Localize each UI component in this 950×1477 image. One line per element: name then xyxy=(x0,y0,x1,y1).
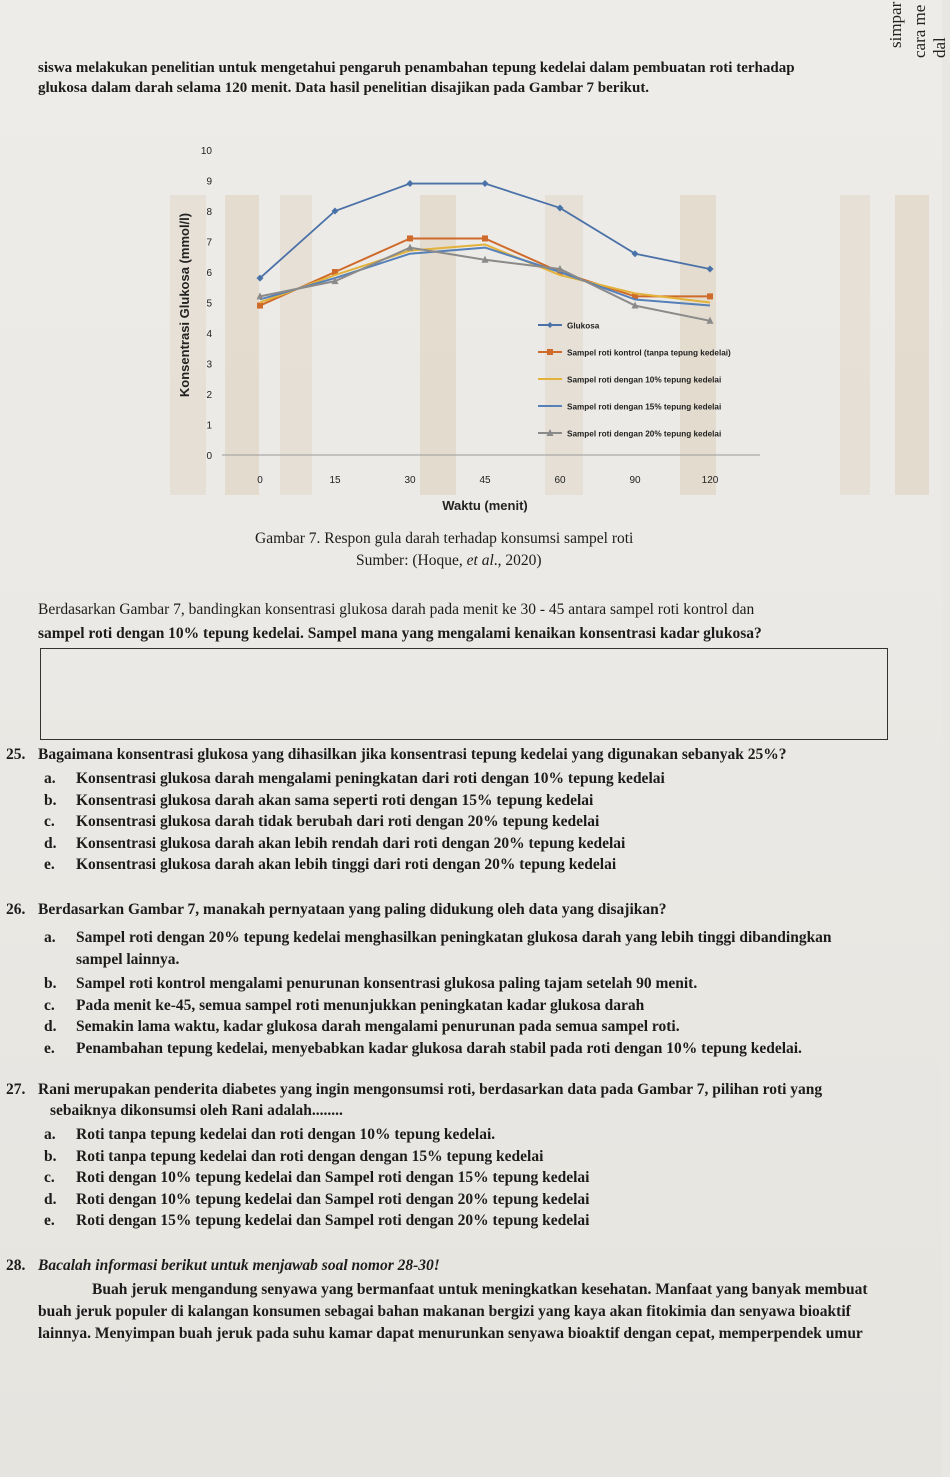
series-point xyxy=(707,293,713,299)
q27-option-d-key[interactable]: d. xyxy=(44,1190,57,1208)
glucose-line-chart xyxy=(170,100,780,520)
q25-option-b-key[interactable]: b. xyxy=(44,791,57,809)
series-point xyxy=(482,180,489,187)
series-point xyxy=(482,235,488,241)
background-stripe xyxy=(895,195,929,495)
q26-option-c-key[interactable]: c. xyxy=(44,996,55,1014)
background-stripe xyxy=(225,195,259,495)
q26-option-c-text[interactable]: Pada menit ke-45, semua sampel roti menunjukkan peningkatan kadar glukosa darah xyxy=(76,996,645,1014)
figure-source xyxy=(356,552,542,570)
intro-line-1: siswa melakukan penelitian untuk mengetahui pengaruh penambahan tepung kedelai dalam pembuatan roti terhadap xyxy=(38,60,795,76)
y-tick-label: 9 xyxy=(206,176,212,188)
intro-line-2: glukosa dalam darah selama 120 menit. Data hasil penelitian disajikan pada Gambar 7 berikut. xyxy=(38,80,650,96)
q27-stem-line-1: Rani merupakan penderita diabetes yang ingin mengonsumsi roti, berdasarkan data pada Gambar 7, pilihan roti yang xyxy=(38,1081,823,1098)
x-tick-label: 15 xyxy=(329,475,341,486)
q27-number: 27. xyxy=(6,1081,26,1098)
q27-option-b-key[interactable]: b. xyxy=(44,1147,57,1165)
q27-stem-line-2: sebaiknya dikonsumsi oleh Rani adalah........ xyxy=(50,1102,343,1119)
q26-option-b-key[interactable]: b. xyxy=(44,975,57,992)
background-stripe xyxy=(420,195,456,495)
series-point xyxy=(407,235,413,241)
y-tick-label: 0 xyxy=(206,451,212,462)
q25-option-b-text[interactable]: Konsentrasi glukosa darah akan sama seperti roti dengan 15% tepung kedelai xyxy=(76,791,594,809)
q26-option-a-key[interactable]: a. xyxy=(44,929,56,946)
y-tick-label: 6 xyxy=(206,268,212,279)
margin-text-1: simpar xyxy=(886,1,905,48)
y-tick-label: 5 xyxy=(206,298,212,310)
q26-option-a-line-2[interactable]: sampel lainnya. xyxy=(76,951,180,968)
q28-paragraph-line-3: lainnya. Menyimpan buah jeruk pada suhu kamar dapat menurunkan senyawa bioaktif dengan cepat, memperpendek umur xyxy=(38,1325,863,1342)
x-tick-label: 120 xyxy=(701,475,719,486)
q28-paragraph-line-2: buah jeruk populer di kalangan konsumen sebagai bahan makanan bergizi yang kaya akan fitokimia dan senyawa bioaktif xyxy=(38,1303,851,1320)
background-stripe xyxy=(545,195,583,495)
q25-option-a-key[interactable]: a. xyxy=(44,770,56,787)
q25-option-e-text[interactable]: Konsentrasi glukosa darah akan lebih tinggi dari roti dengan 20% tepung kedelai xyxy=(76,856,617,873)
q25-option-c-text[interactable]: Konsentrasi glukosa darah tidak berubah dari roti dengan 20% tepung kedelai xyxy=(76,813,600,830)
background-stripes xyxy=(170,195,929,495)
q26-option-d-text[interactable]: Semakin lama waktu, kadar glukosa darah mengalami penurunan pada semua sampel roti. xyxy=(76,1018,680,1035)
q26-stem: Berdasarkan Gambar 7, manakah pernyataan yang paling didukung oleh data yang disajikan? xyxy=(38,901,667,918)
legend-label: Glukosa xyxy=(567,321,600,331)
y-axis-label: Konsentrasi Glukosa (mmol/l) xyxy=(177,212,192,398)
q26-option-b-text[interactable]: Sampel roti kontrol mengalami penurunan konsentrasi glukosa paling tajam setelah 90 menit. xyxy=(76,975,698,992)
q27-option-b-text[interactable]: Roti tanpa tepung kedelai dan roti dengan dengan 15% tepung kedelai xyxy=(76,1147,544,1165)
q25-option-d-text[interactable]: Konsentrasi glukosa darah akan lebih rendah dari roti dengan 20% tepung kedelai xyxy=(76,834,626,852)
q28-instruction: Bacalah informasi berikut untuk menjawab soal nomor 28-30! xyxy=(38,1257,440,1274)
essay-question-line-2: sampel roti dengan 10% tepung kedelai. Sampel mana yang mengalami kenaikan konsentrasi kadar glukosa? xyxy=(38,625,762,642)
essay-question-line-1: Berdasarkan Gambar 7, bandingkan konsentrasi glukosa darah pada menit ke 30 - 45 antara sampel roti kontrol dan xyxy=(38,601,755,618)
q26-option-a-line-1[interactable]: Sampel roti dengan 20% tepung kedelai menghasilkan peningkatan glukosa darah yang lebih tinggi dibandingkan xyxy=(76,929,832,946)
q27-option-c-key[interactable]: c. xyxy=(44,1169,55,1186)
series-lines xyxy=(257,180,714,324)
essay-answer-box[interactable] xyxy=(40,648,888,740)
y-tick-label: 1 xyxy=(206,420,212,432)
x-axis-label: Waktu (menit) xyxy=(442,498,528,513)
x-tick-label: 45 xyxy=(479,475,491,486)
legend-marker xyxy=(547,349,553,355)
q26-number: 26. xyxy=(6,901,26,918)
q27-option-c-text[interactable]: Roti dengan 10% tepung kedelai dan Sampel roti dengan 15% tepung kedelai xyxy=(76,1169,590,1186)
q27-option-a-text[interactable]: Roti tanpa tepung kedelai dan roti dengan 10% tepung kedelai. xyxy=(76,1126,496,1143)
series-line-1 xyxy=(260,184,710,279)
y-tick-label: 4 xyxy=(206,329,212,340)
q28-number: 28. xyxy=(6,1257,26,1274)
x-tick-label: 90 xyxy=(629,475,641,486)
series-point xyxy=(257,303,263,309)
legend-label: Sampel roti dengan 20% tepung kedelai xyxy=(567,429,722,439)
q25-option-a-text[interactable]: Konsentrasi glukosa darah mengalami peningkatan dari roti dengan 10% tepung kedelai xyxy=(76,770,665,787)
y-tick-label: 7 xyxy=(206,237,212,249)
x-tick-label: 60 xyxy=(554,475,566,486)
series-point xyxy=(407,180,414,187)
margin-text-3: dal xyxy=(930,37,949,58)
q25-stem: Bagaimana konsentrasi glukosa yang dihasilkan jika konsentrasi tepung kedelai yang digunakan sebanyak 25%? xyxy=(38,746,787,763)
legend-label: Sampel roti dengan 10% tepung kedelai xyxy=(567,375,722,385)
source-suffix: ., 2020) xyxy=(493,552,542,569)
q25-option-e-key[interactable]: e. xyxy=(44,856,55,873)
x-tick-label: 30 xyxy=(404,475,416,486)
q25-number: 25. xyxy=(6,746,26,763)
q28-paragraph-line-1: Buah jeruk mengandung senyawa yang bermanfaat untuk meningkatkan kesehatan. Manfaat yang banyak membuat xyxy=(92,1281,868,1298)
q27-option-e-key[interactable]: e. xyxy=(44,1212,55,1229)
series-line-3 xyxy=(260,245,710,303)
q27-option-a-key[interactable]: a. xyxy=(44,1126,56,1143)
y-tick-label: 10 xyxy=(200,146,212,157)
legend-label: Sampel roti kontrol (tanpa tepung kedelai) xyxy=(567,348,731,358)
q26-option-e-text[interactable]: Penambahan tepung kedelai, menyebabkan kadar glukosa darah stabil pada roti dengan 10% tepung kedelai. xyxy=(76,1039,802,1057)
margin-text-2: cara me xyxy=(910,4,929,58)
q26-option-e-key[interactable]: e. xyxy=(44,1039,55,1057)
source-italic: et al xyxy=(466,552,494,569)
q26-option-d-key[interactable]: d. xyxy=(44,1018,57,1035)
y-tick-label: 2 xyxy=(206,390,212,401)
background-stripe xyxy=(680,195,716,495)
y-tick-label: 3 xyxy=(206,359,212,371)
q25-option-c-key[interactable]: c. xyxy=(44,813,55,830)
y-tick-label: 8 xyxy=(206,207,212,218)
legend-label: Sampel roti dengan 15% tepung kedelai xyxy=(567,402,722,412)
background-stripe xyxy=(280,195,312,495)
q25-option-d-key[interactable]: d. xyxy=(44,834,57,852)
x-axis-ticks xyxy=(257,475,719,486)
background-stripe xyxy=(840,195,870,495)
q27-option-e-text[interactable]: Roti dengan 15% tepung kedelai dan Sampel roti dengan 20% tepung kedelai xyxy=(76,1212,590,1229)
x-tick-label: 0 xyxy=(257,475,263,486)
q27-option-d-text[interactable]: Roti dengan 10% tepung kedelai dan Sampel roti dengan 20% tepung kedelai xyxy=(76,1190,590,1208)
source-prefix: Sumber: (Hoque, xyxy=(356,552,467,569)
figure-caption: Gambar 7. Respon gula darah terhadap konsumsi sampel roti xyxy=(255,530,634,547)
